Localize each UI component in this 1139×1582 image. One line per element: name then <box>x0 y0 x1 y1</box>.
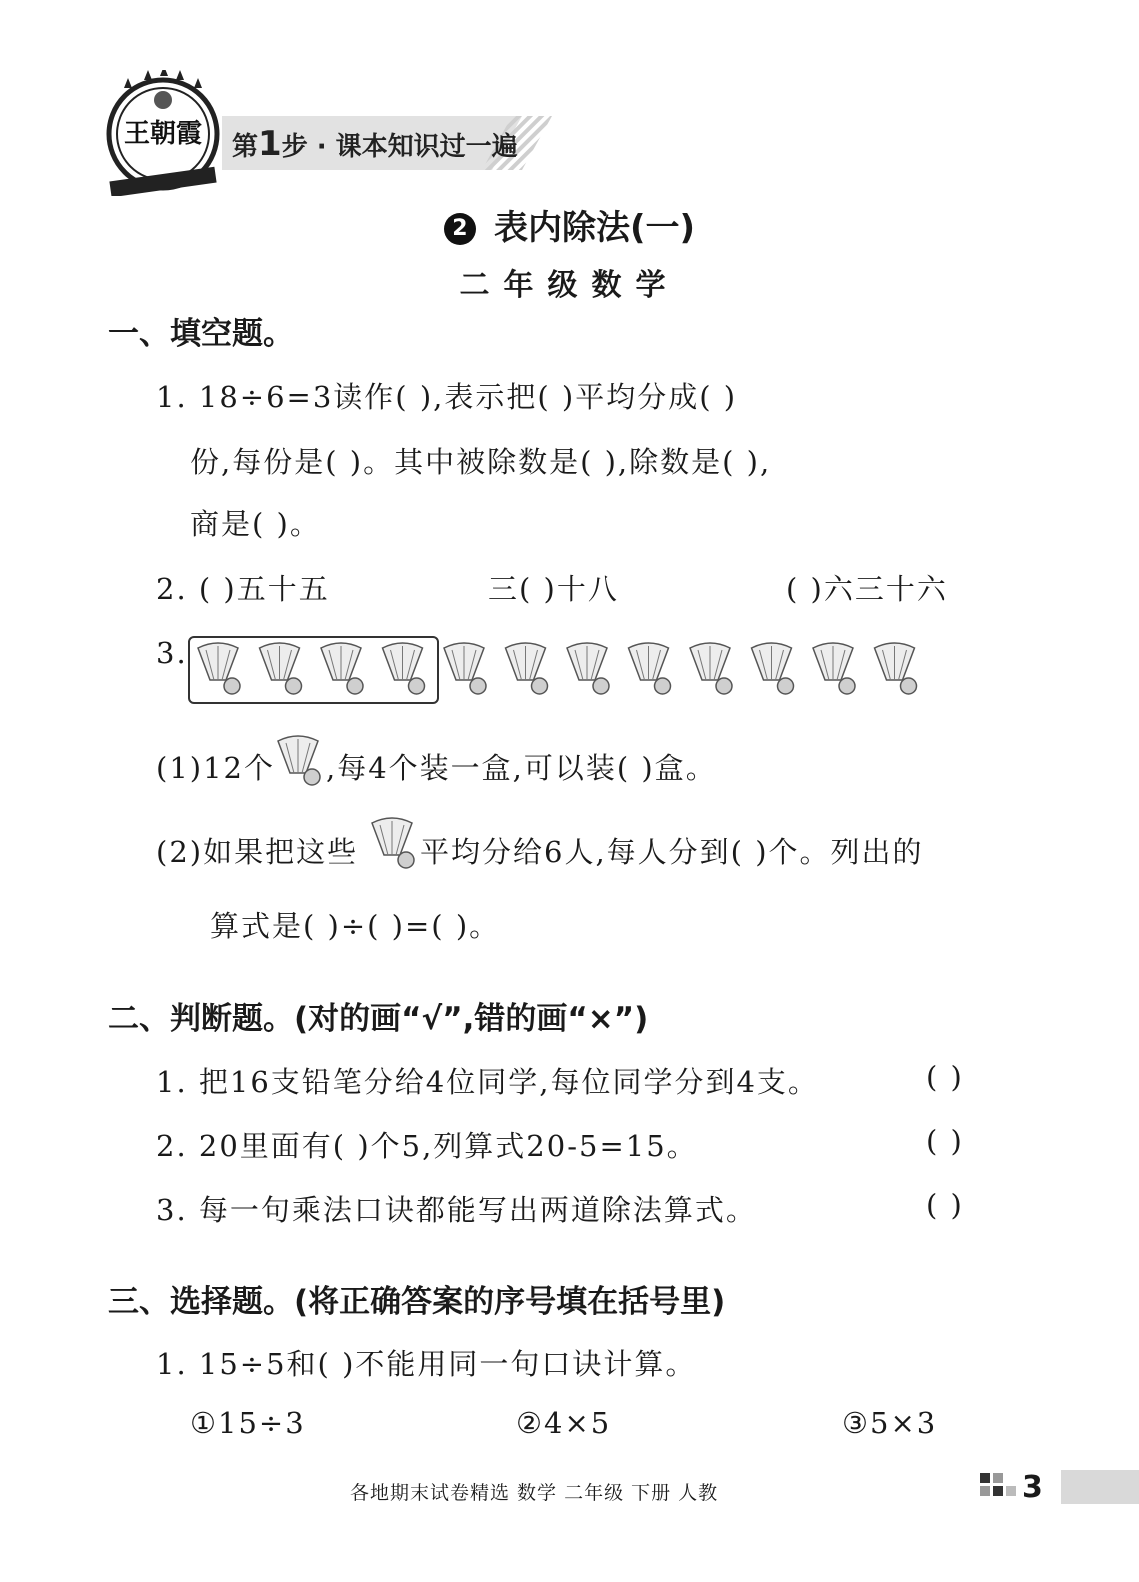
page-title <box>0 200 1139 249</box>
svg-text:王朝霞: 王朝霞 <box>123 119 203 149</box>
judge-item-3: 3. 每一句乘法口诀都能写出两道除法算式。 <box>156 1193 757 1227</box>
judge-item-1: 1. 把16支铅笔分给4位同学,每位同学分到4支。 <box>156 1065 819 1099</box>
q2-part-c: ( )六三十六 <box>786 572 948 606</box>
judge-item-2: 2. 20里面有( )个5,列算式20-5=15。 <box>156 1129 698 1163</box>
title-text: 表内除法(一) <box>493 208 696 248</box>
q1-line3: 商是( )。 <box>190 507 321 541</box>
q3-sub1-part-b: ,每4个装一盒,可以装( )盒。 <box>326 751 717 785</box>
section2-heading: 二、判断题。(对的画“√”,错的画“×”) <box>108 1001 649 1037</box>
page-subtitle: 二年级数学 <box>459 268 680 303</box>
shuttlecock-icon <box>567 643 609 694</box>
q1-line1: 1. 18÷6=3读作( ),表示把( )平均分成( ) <box>156 380 738 414</box>
section3-heading: 三、选择题。(将正确答案的序号填在括号里) <box>108 1284 726 1320</box>
shuttlecock-icon <box>506 643 548 694</box>
publisher-logo <box>104 70 222 196</box>
q3-sub2-line2: 算式是( )÷( )=( )。 <box>210 909 501 943</box>
shuttlecock-icon <box>813 643 855 694</box>
q2-part-b: 三( )十八 <box>488 572 619 606</box>
q3-sub2-part-b: 平均分给6人,每人分到( )个。列出的 <box>420 835 924 869</box>
judge-answer-bracket-2: ( ) <box>926 1124 964 1158</box>
shuttlecock-icon <box>629 643 671 694</box>
step-number: 1 <box>258 124 282 164</box>
q2-part-a: 2. ( )五十五 <box>156 572 330 606</box>
title-number-badge: 2 <box>444 213 476 245</box>
page-decoration-squares <box>980 1473 1016 1503</box>
q3-label: 3. <box>156 636 188 670</box>
step-prefix: 第 <box>232 132 259 162</box>
q3-sub1-part-a: (1)12个 <box>156 751 275 785</box>
judge-answer-bracket-1: ( ) <box>926 1060 964 1094</box>
step-label <box>232 124 518 164</box>
choice-option-2: ②4×5 <box>516 1406 612 1440</box>
choice-option-1: ①15÷3 <box>190 1406 306 1440</box>
choice-question-1: 1. 15÷5和( )不能用同一句口诀计算。 <box>156 1347 697 1381</box>
page-number-bar <box>1061 1470 1139 1504</box>
judge-answer-bracket-3: ( ) <box>926 1188 964 1222</box>
shuttlecock-icon <box>198 643 240 694</box>
q3-sub2-part-a: (2)如果把这些 <box>156 835 359 869</box>
shuttlecock-icon <box>272 733 324 787</box>
shuttlecock-icon <box>444 643 486 694</box>
section1-heading: 一、填空题。 <box>108 316 294 352</box>
choice-option-3: ③5×3 <box>842 1406 938 1440</box>
shuttlecock-icon <box>383 643 425 694</box>
step-suffix: 步 · 课本知识过一遍 <box>281 132 518 162</box>
footer-book-info: 各地期末试卷精选 数学 二年级 下册 人教 <box>350 1482 719 1504</box>
shuttlecock-icon <box>321 643 363 694</box>
shuttlecock-icon <box>366 815 418 871</box>
page-number: 3 <box>1022 1470 1043 1505</box>
q1-line2: 份,每份是( )。其中被除数是( ),除数是( ), <box>190 445 772 479</box>
shuttlecock-row <box>190 638 930 702</box>
shuttlecock-icon <box>875 643 917 694</box>
shuttlecock-icon <box>690 643 732 694</box>
shuttlecock-icon <box>260 643 302 694</box>
shuttlecock-icon <box>752 643 794 694</box>
